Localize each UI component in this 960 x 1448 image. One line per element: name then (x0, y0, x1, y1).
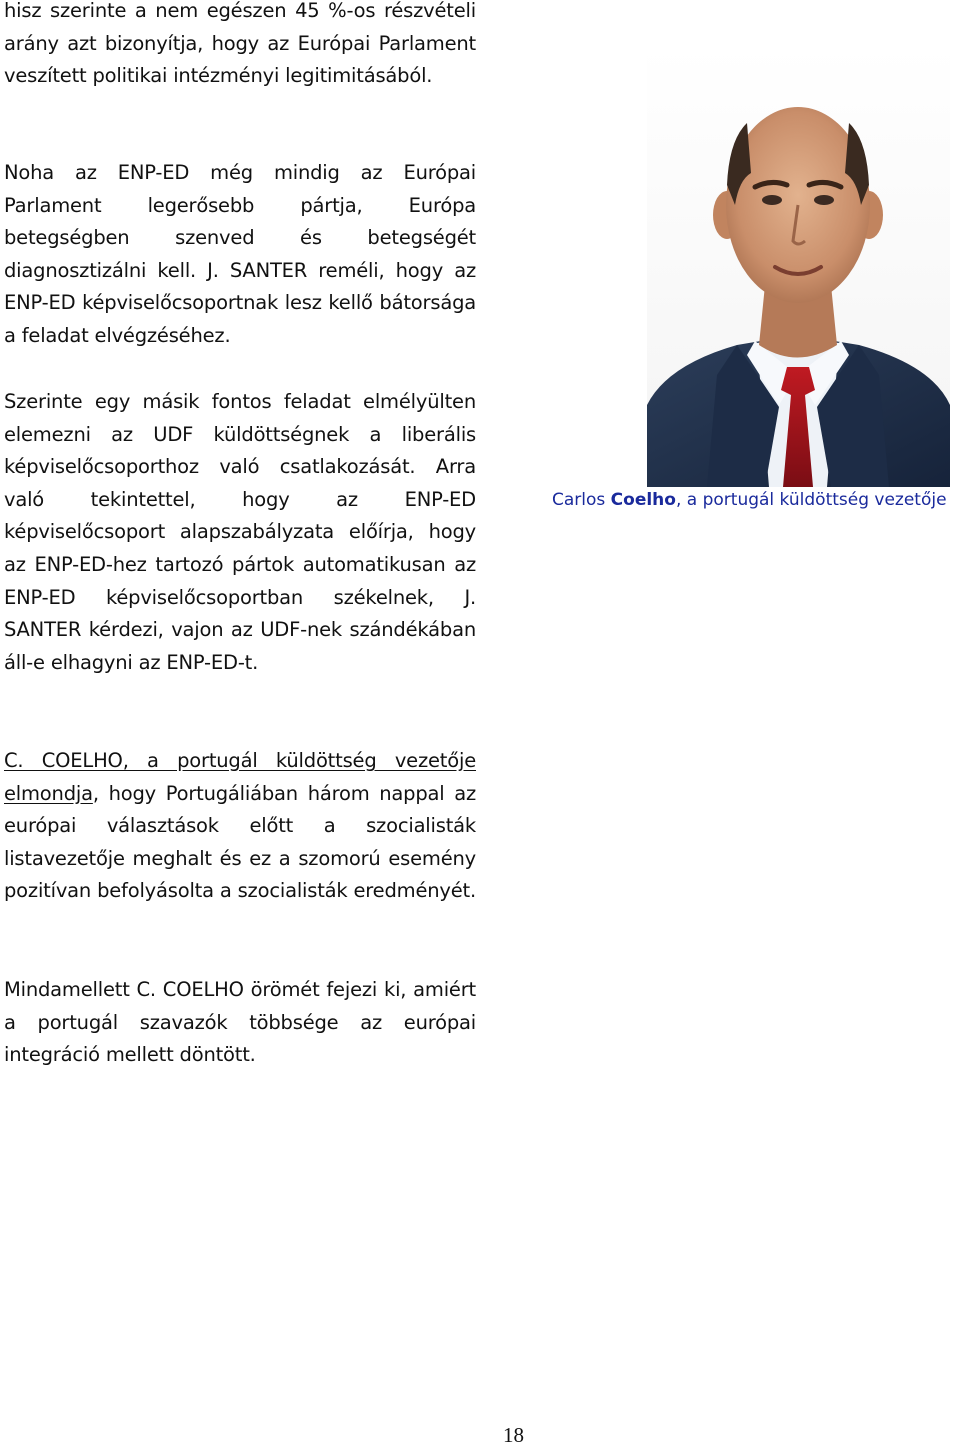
page-number: 18 (503, 1423, 524, 1447)
caption-role: , a portugál küldöttség vezetője (675, 490, 947, 510)
portrait-illustration (647, 45, 950, 487)
paragraph-3: Szerinte egy másik fontos feladat elmélyülten elemezni az UDF küldöttségnek a liberális képviselőcsoporthoz való csatlakozását. Arra való tekintettel, hogy az ENP-ED képviselőcsoport alapszabályzata előírja, hogy az ENP-ED-hez tartozó pártok automatikusan az ENP-ED képviselőcsoportban székelnek, J. SANTER kérdezi, vajon az UDF-nek szándékában áll-e elhagyni az ENP-ED-t. (4, 390, 476, 674)
paragraph-2: Noha az ENP-ED még mindig az Európai Parlament legerősebb pártja, Európa betegségben szenved és betegségét diagnosztizálni kell. J. SANTER reméli, hogy az ENP-ED képviselőcsoportnak lesz kellő bátorsága a feladat elvégzéséhez. (4, 161, 476, 347)
portrait-photo (647, 45, 950, 487)
paragraph-4-underlined-lead: C. COELHO, a portugál küldöttség vezetője elmondja (4, 749, 476, 805)
paragraph-1: hisz szerinte a nem egészen 45 %-os részvételi arány azt bizonyítja, hogy az Európai Parlament veszített politikai intézményi legitimitásából. (4, 0, 476, 88)
photo-caption (552, 487, 960, 513)
paragraph-5: Mindamellett C. COELHO örömét fejezi ki, amiért a portugál szavazók többsége az európai integráció mellett döntött. (4, 978, 476, 1067)
paragraph-4-rest: , hogy Portugáliában három nappal az európai választások előtt a szocialisták listavezetője meghalt és ez a szomorú esemény pozitívan befolyásolta a szocialisták eredményét. (4, 781, 476, 903)
paragraph-4 (4, 745, 476, 908)
caption-surname: Coelho (610, 490, 676, 510)
caption-first-name: Carlos (552, 490, 606, 510)
